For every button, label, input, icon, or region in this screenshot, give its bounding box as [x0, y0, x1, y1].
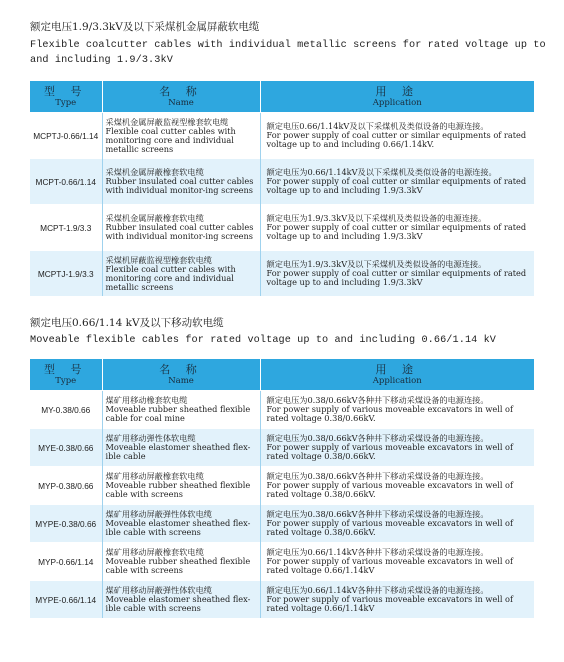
section2-table	[30, 359, 534, 618]
application-en: For power supply of various moveable excavators in well of rated voltage 0.38/0.66kV.	[266, 404, 514, 423]
col-model-header: 型 号 Type	[30, 359, 102, 391]
name-zh: 煤矿用移动弹性体软电缆	[105, 433, 196, 443]
section1-title-en: Flexible coalcutter cables with individual metallic screens for rated voltage up to and including 1.9/3.3kV	[30, 40, 552, 66]
application-zh: 额定电压为0.38/0.66kV各种井下移动采煤设备的电源连接。	[266, 395, 489, 405]
application-cell	[260, 113, 534, 159]
name-en: Rubber insulated coal cutter cables with individual monitor-ing screens	[105, 222, 254, 241]
table-row	[30, 113, 534, 159]
name-cell	[102, 581, 260, 619]
col-name-header: 名 称 Name	[102, 359, 260, 391]
application-en: For power supply of various moveable excavators in well of rated voltage 0.38/0.66kV.	[266, 442, 514, 461]
name-zh: 煤矿用移动屏蔽弹性体软电缆	[105, 509, 212, 519]
application-cell	[260, 467, 534, 505]
name-cell	[102, 205, 260, 251]
model-cell: MYP-0.38/0.66	[30, 467, 102, 505]
col-model-header: 型 号 Type	[30, 81, 102, 113]
name-cell	[102, 391, 260, 429]
section1-title-zh: 额定电压1.9/3.3kV及以下采煤机金属屏蔽软电缆	[30, 21, 260, 33]
section1-table	[30, 81, 534, 296]
application-en: For power supply of various moveable excavators in well of rated voltage 0.66/1.14kV	[266, 556, 514, 575]
application-en: For power supply of various moveable excavators in well of rated voltage 0.38/0.66kV.	[266, 518, 514, 537]
table-row	[30, 251, 534, 297]
application-zh: 额定电压为1.9/3.3kV及以下采煤机及类似设备的电源连接。	[266, 259, 487, 269]
application-zh: 额定电压为0.38/0.66kV各种井下移动采煤设备的电源连接。	[266, 471, 489, 481]
col-name-header: 名 称 Name	[102, 81, 260, 113]
application-en: For power supply of various moveable excavators in well of rated voltage 0.38/0.66kV.	[266, 480, 514, 499]
table-row	[30, 391, 534, 429]
table-row	[30, 505, 534, 543]
application-cell	[260, 581, 534, 619]
name-en: Moveable elastomer sheathed flex-ible cable	[105, 442, 251, 461]
model-cell: MYP-0.66/1.14	[30, 543, 102, 581]
model-cell: MYPE-0.38/0.66	[30, 505, 102, 543]
application-cell	[260, 391, 534, 429]
name-en: Flexible coal cutter cables with monitoring core and individual metallic screens	[105, 263, 236, 292]
application-en: For power supply of coal cutter or similar equipments of rated voltage up to and including 1.9/3.3kV	[266, 176, 527, 195]
application-zh: 额定电压为0.66/1.14kV各种井下移动采煤设备的电源连接。	[266, 547, 489, 557]
application-cell	[260, 429, 534, 467]
table-row	[30, 205, 534, 251]
name-zh: 煤矿用移动屏蔽橡套软电缆	[105, 547, 204, 557]
application-cell	[260, 251, 534, 297]
application-cell	[260, 505, 534, 543]
name-en: Moveable rubber sheathed flexible cable with screens	[105, 556, 251, 575]
table-row	[30, 543, 534, 581]
table-header	[30, 81, 534, 113]
name-en: Rubber insulated coal cutter cables with individual monitor-ing screens	[105, 176, 254, 195]
application-zh: 额定电压为0.38/0.66kV各种井下移动采煤设备的电源连接。	[266, 433, 489, 443]
name-zh: 采煤机金属屏蔽橡套软电缆	[105, 213, 204, 223]
model-cell: MY-0.38/0.66	[30, 391, 102, 429]
application-en: For power supply of coal cutter or similar equipments of rated voltage up to and including 1.9/3.3kV	[266, 222, 527, 241]
model-cell: MCPT-1.9/3.3	[30, 205, 102, 251]
table-row	[30, 159, 534, 205]
model-cell: MCPT-0.66/1.14	[30, 159, 102, 205]
application-cell	[260, 205, 534, 251]
name-cell	[102, 251, 260, 297]
application-cell	[260, 159, 534, 205]
table-header	[30, 359, 534, 391]
col-application-header: 用 途 Application	[260, 359, 534, 391]
application-en: For power supply of coal cutter or similar equipments of rated voltage up to and including 1.9/3.3kV	[266, 268, 527, 287]
model-cell: MYPE-0.66/1.14	[30, 581, 102, 619]
name-cell	[102, 543, 260, 581]
name-en: Moveable rubber sheathed flexible cable for coal mine	[105, 404, 251, 423]
application-en: For power supply of various moveable excavators in well of rated voltage 0.66/1.14kV	[266, 594, 514, 613]
name-cell	[102, 159, 260, 205]
name-en: Moveable elastomer sheathed flex-ible cable with screens	[105, 518, 251, 537]
name-cell	[102, 113, 260, 159]
application-zh: 额定电压为0.66/1.14kV及以下采煤机及类似设备的电源连接。	[266, 167, 497, 177]
name-cell	[102, 505, 260, 543]
section2-title-en: Moveable flexible cables for rated voltage up to and including 0.66/1.14 kV	[30, 335, 497, 346]
model-cell: MYE-0.38/0.66	[30, 429, 102, 467]
model-cell: MCPTJ-1.9/3.3	[30, 251, 102, 297]
application-en: For power supply of coal cutter or similar equipments of rated voltage up to and including 0.66/1.14kV.	[266, 130, 527, 149]
section2-title-zh: 额定电压0.66/1.14 kV及以下移动软电缆	[30, 317, 224, 329]
name-en: Flexible coal cutter cables with monitoring core and individual metallic screens	[105, 125, 236, 154]
model-cell: MCPTJ-0.66/1.14	[30, 113, 102, 159]
name-en: Moveable elastomer sheathed flex-ible cable with screens	[105, 594, 251, 613]
name-zh: 采煤机金属屏蔽监视型橡套软电缆	[105, 116, 229, 127]
name-zh: 煤矿用移动橡套软电缆	[105, 395, 188, 405]
name-zh: 煤矿用移动屏蔽橡套软电缆	[105, 471, 204, 481]
name-cell	[102, 467, 260, 505]
table-row	[30, 467, 534, 505]
name-en: Moveable rubber sheathed flexible cable with screens	[105, 480, 251, 499]
application-zh: 额定电压为1.9/3.3kV及以下采煤机及类似设备的电源连接。	[266, 213, 487, 223]
application-zh: 额定电压0.66/1.14kV及以下采煤机及类似设备的电源连接。	[266, 121, 489, 131]
name-zh: 采煤机屏蔽监视型橡套软电缆	[105, 254, 212, 265]
name-zh: 煤矿用移动屏蔽弹性体软电缆	[105, 585, 212, 595]
col-application-header: 用 途 Application	[260, 81, 534, 113]
table-row	[30, 581, 534, 619]
table-row	[30, 429, 534, 467]
application-zh: 额定电压为0.66/1.14kV各种井下移动采煤设备的电源连接。	[266, 585, 489, 595]
application-zh: 额定电压为0.38/0.66kV各种井下移动采煤设备的电源连接。	[266, 509, 489, 519]
application-cell	[260, 543, 534, 581]
name-zh: 采煤机金属屏蔽橡套软电缆	[105, 167, 204, 177]
name-cell	[102, 429, 260, 467]
